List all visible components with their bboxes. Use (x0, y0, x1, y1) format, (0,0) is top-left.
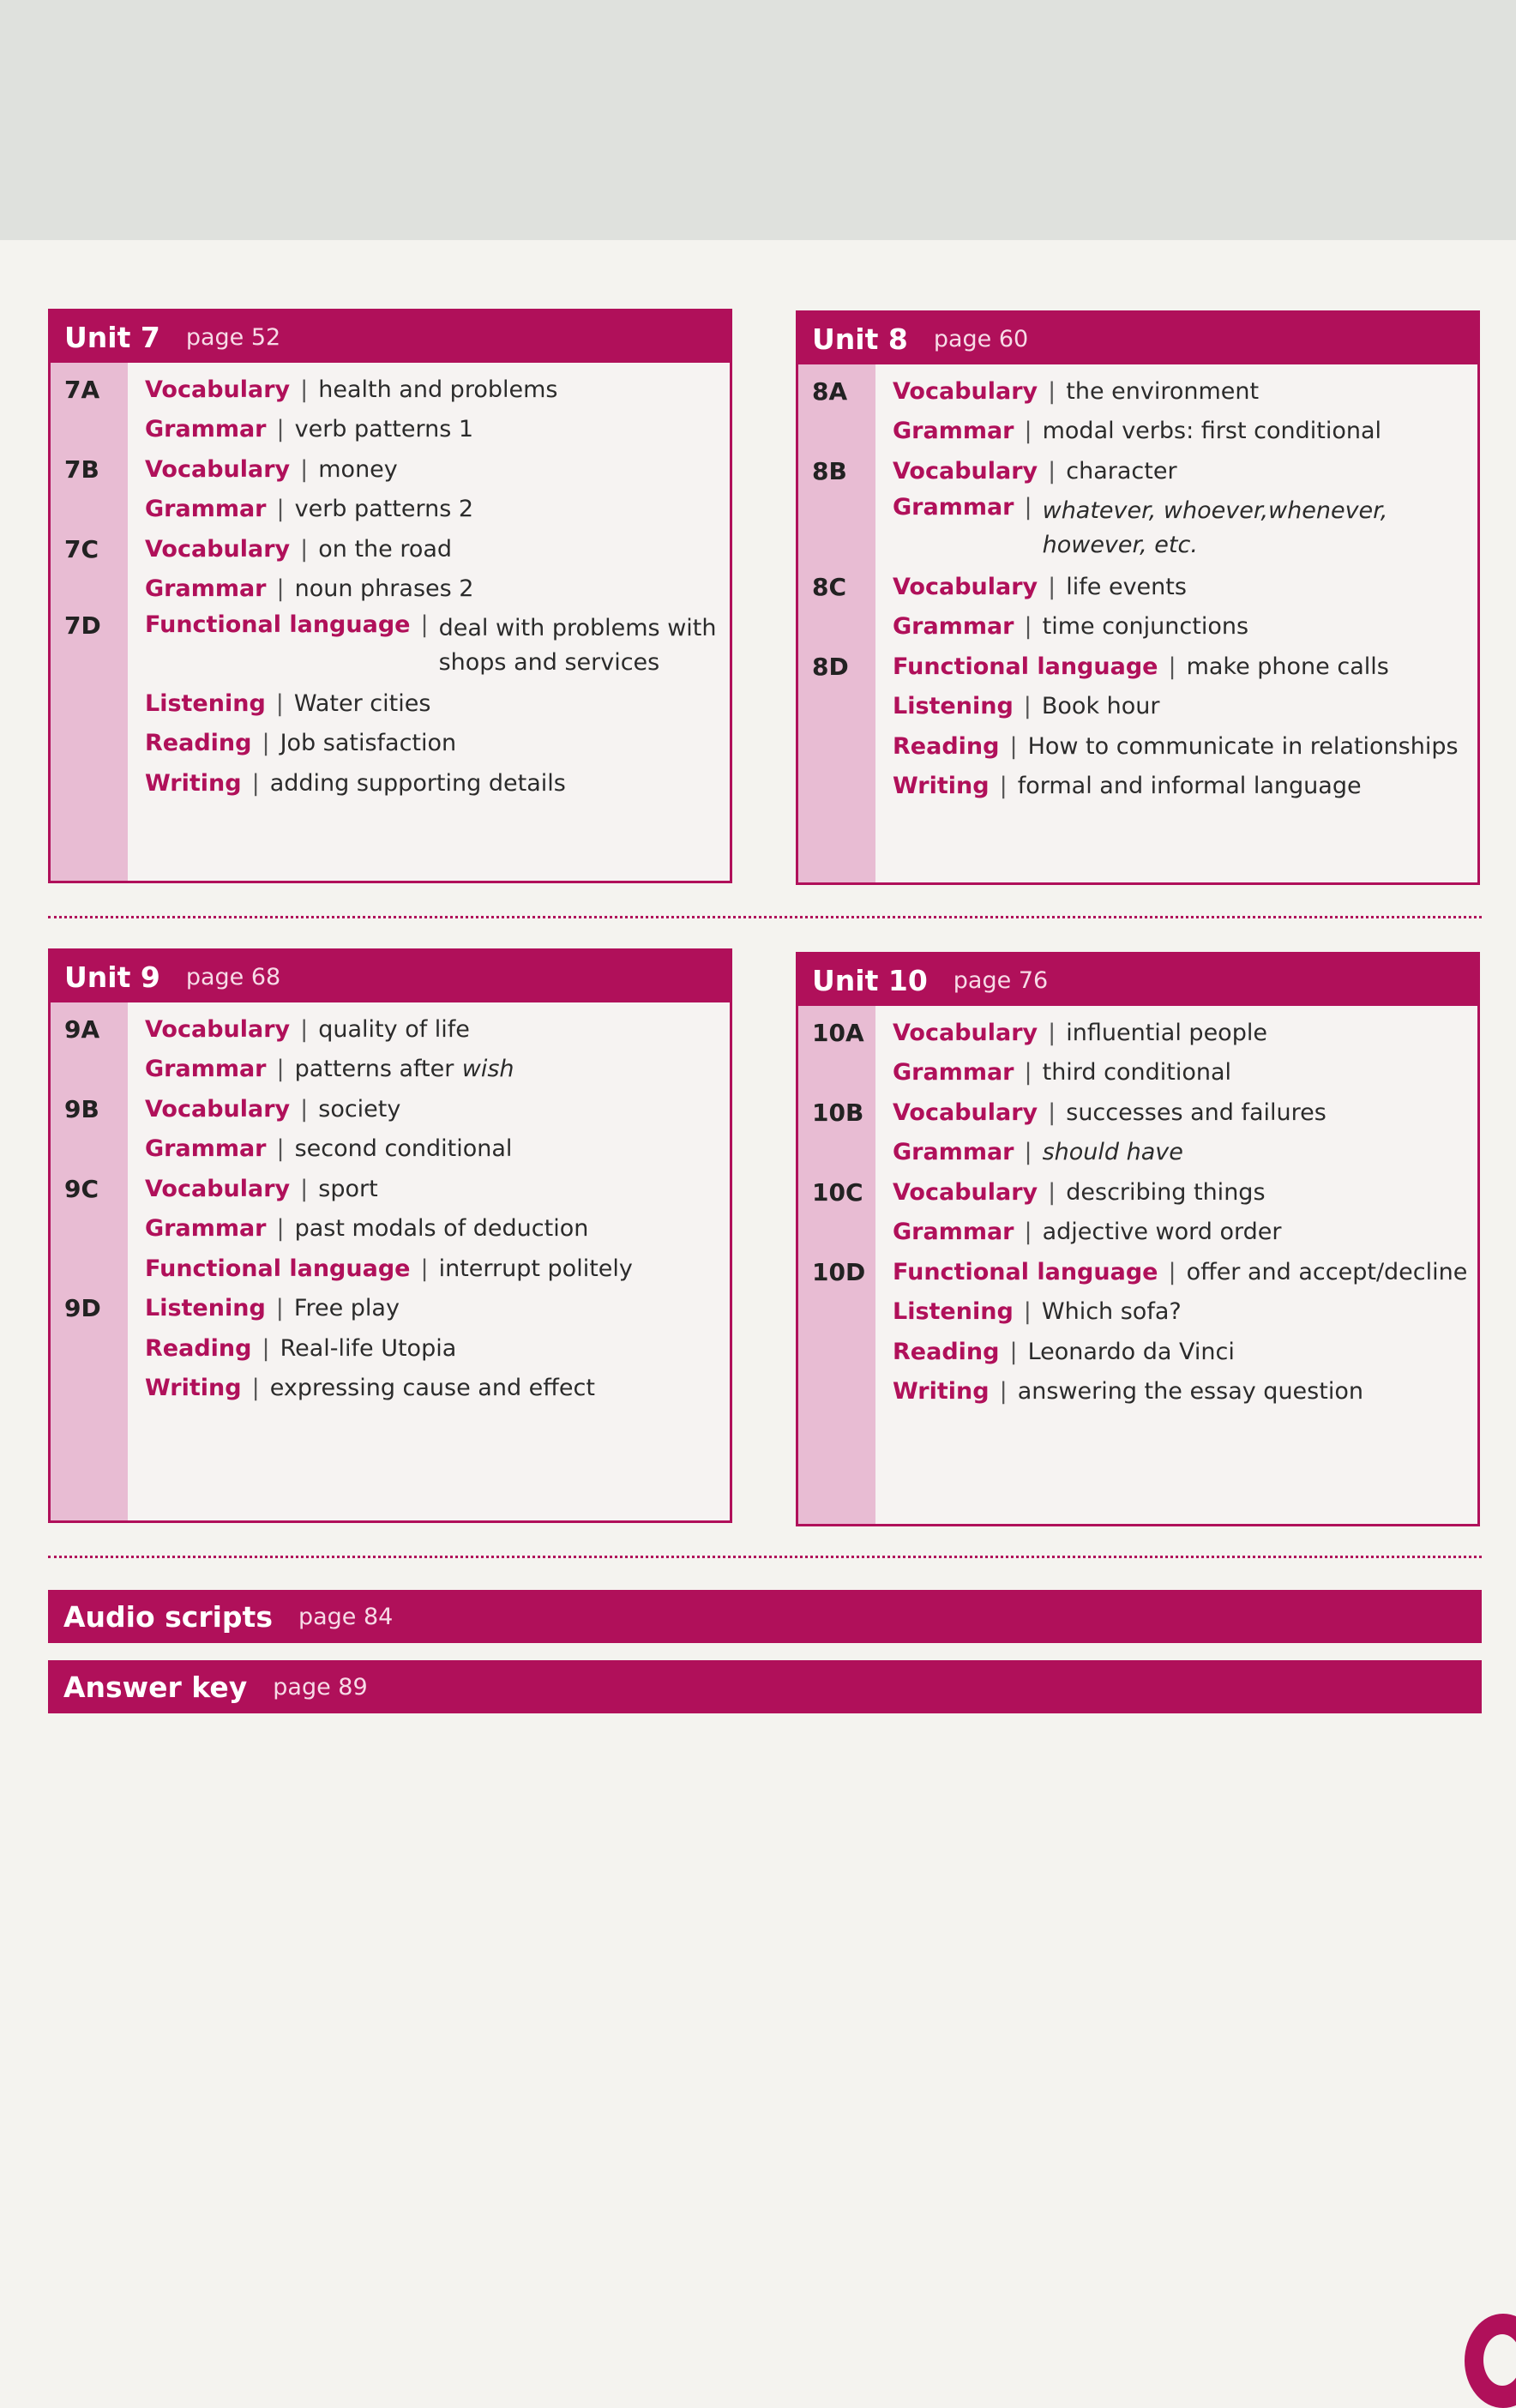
topic-detail: Book hour (1041, 692, 1160, 719)
unit-page-ref: page 76 (953, 966, 1049, 994)
topic (893, 378, 1259, 405)
separator: | (1168, 1258, 1176, 1285)
topic (145, 1295, 400, 1321)
toc-row (51, 606, 730, 685)
separator: | (420, 611, 429, 638)
separator: | (1009, 732, 1018, 760)
topic (893, 773, 1362, 799)
separator: | (420, 1255, 429, 1282)
topic (893, 1139, 1183, 1165)
separator: | (300, 1015, 309, 1043)
unit-10-box (796, 952, 1480, 1526)
topic-detail: Job satisfaction (280, 729, 457, 756)
lesson-code: 8C (812, 572, 847, 601)
category-label: Functional language (145, 1255, 411, 1282)
unit-7-box (48, 309, 732, 883)
toc-row (51, 683, 730, 723)
category-label: Grammar (145, 495, 267, 522)
separator: | (1024, 494, 1032, 521)
toc-row (51, 763, 730, 803)
category-label: Functional language (893, 653, 1158, 680)
topic (893, 653, 1389, 680)
unit-title: Unit 10 (812, 963, 928, 997)
category-label: Grammar (893, 1058, 1014, 1086)
separator: | (1023, 1297, 1032, 1325)
toc-row (798, 1291, 1477, 1331)
toc-row (798, 1252, 1477, 1291)
lesson-code: 10C (812, 1177, 863, 1207)
toc-row (51, 1129, 730, 1168)
toc-row (798, 371, 1477, 411)
category-label: Vocabulary (145, 535, 291, 563)
topic-detail: offer and accept/decline (1186, 1258, 1468, 1285)
toc-row (798, 1172, 1477, 1212)
topic (145, 536, 452, 563)
dotted-divider (48, 916, 1482, 918)
category-label: Grammar (145, 575, 267, 602)
category-label: Grammar (893, 417, 1014, 444)
unit-10-header[interactable] (798, 954, 1477, 1006)
separator: | (251, 1374, 260, 1401)
separator: | (1168, 653, 1176, 680)
page-corner-logo-icon (1465, 2314, 1516, 2408)
unit-title: Unit 7 (64, 320, 160, 354)
category-label: Grammar (145, 1214, 267, 1242)
toc-row (798, 766, 1477, 805)
lesson-code: 10A (812, 1018, 864, 1047)
separator: | (1048, 377, 1056, 405)
unit-page-ref: page 52 (185, 323, 281, 351)
topic (145, 376, 557, 403)
separator: | (276, 1135, 285, 1162)
topic (145, 575, 473, 602)
separator: | (300, 1095, 309, 1123)
topic (145, 1255, 633, 1282)
toc-row (51, 489, 730, 528)
separator: | (1024, 612, 1032, 640)
category-label: Vocabulary (145, 455, 291, 483)
category-label: Vocabulary (893, 457, 1038, 485)
unit-page-ref: page 60 (933, 325, 1029, 352)
separator: | (1009, 1338, 1018, 1365)
category-label: Reading (145, 1334, 252, 1362)
topic-detail: society (318, 1095, 401, 1123)
topic-detail-line-1: whatever, whoever,whenever, (1042, 497, 1388, 524)
lesson-code: 9C (64, 1174, 99, 1203)
separator: | (262, 1334, 270, 1362)
category-label: Grammar (893, 494, 1014, 521)
category-label: Writing (893, 1377, 990, 1405)
topic (145, 1056, 514, 1082)
toc-row (51, 1328, 730, 1368)
toc-row (51, 409, 730, 448)
category-label: Functional language (145, 611, 411, 638)
category-label: Listening (145, 689, 266, 717)
category-label: Vocabulary (893, 1099, 1038, 1126)
topic (893, 458, 1177, 485)
separator: | (262, 729, 270, 756)
lesson-code: 10B (812, 1098, 864, 1127)
topic (145, 690, 430, 717)
separator: | (276, 1055, 285, 1082)
unit-title: Unit 8 (812, 322, 908, 356)
topic-detail: health and problems (318, 376, 558, 403)
unit-8-box (796, 310, 1480, 885)
toc-row (798, 1013, 1477, 1052)
toc-row (51, 1368, 730, 1407)
lesson-code: 7A (64, 375, 100, 404)
toc-row (798, 489, 1477, 568)
separator: | (275, 1294, 284, 1321)
topic (145, 730, 456, 756)
lesson-code: 9B (64, 1094, 99, 1123)
category-label: Listening (893, 1297, 1014, 1325)
toc-row (798, 1212, 1477, 1251)
topic (893, 733, 1459, 760)
topic (145, 1335, 456, 1362)
separator: | (1024, 1218, 1032, 1245)
lesson-code: 10D (812, 1257, 866, 1286)
unit-page-ref: page 68 (185, 963, 281, 990)
separator: | (300, 455, 309, 483)
toc-row (798, 567, 1477, 606)
toc-row (798, 411, 1477, 450)
topic-detail: make phone calls (1186, 653, 1389, 680)
category-label: Vocabulary (145, 376, 291, 403)
toc-row (51, 1009, 730, 1049)
topic (145, 770, 566, 797)
separator: | (276, 415, 285, 442)
toc-row (51, 449, 730, 489)
toc-row (51, 1089, 730, 1129)
topic (893, 494, 1387, 563)
topic-detail: the environment (1066, 377, 1260, 405)
dotted-divider (48, 1556, 1482, 1558)
topic (145, 1016, 470, 1043)
topic (145, 611, 716, 680)
topic-detail: should have (1042, 1138, 1183, 1165)
topic-detail: formal and informal language (1017, 772, 1362, 799)
separator: | (275, 689, 284, 717)
topic (893, 1099, 1326, 1126)
topic (145, 1096, 400, 1123)
topic-detail: successes and failures (1066, 1099, 1326, 1126)
topic-detail: patterns after (294, 1055, 454, 1082)
category-label: Writing (145, 1374, 242, 1401)
topic-detail: answering the essay question (1017, 1377, 1363, 1405)
toc-row (51, 569, 730, 608)
separator: | (999, 772, 1008, 799)
topic (145, 1375, 595, 1401)
lesson-code: 7D (64, 611, 101, 640)
audio-scripts-page: page 84 (298, 1603, 394, 1630)
topic-detail: sport (318, 1175, 378, 1202)
separator: | (276, 1214, 285, 1242)
category-label: Reading (893, 1338, 1000, 1365)
separator: | (300, 1175, 309, 1202)
lesson-code: 9A (64, 1014, 100, 1044)
topic-detail: time conjunctions (1042, 612, 1249, 640)
toc-row (798, 1052, 1477, 1092)
category-label: Vocabulary (893, 573, 1038, 600)
topic (145, 1215, 588, 1242)
topic (145, 456, 398, 483)
lesson-code: 8B (812, 456, 847, 485)
topic-detail: adjective word order (1042, 1218, 1282, 1245)
category-label: Reading (145, 729, 252, 756)
topic-detail: Leonardo da Vinci (1027, 1338, 1235, 1365)
separator: | (1048, 1178, 1056, 1206)
unit-9-header[interactable] (51, 951, 730, 1002)
topic (893, 1059, 1231, 1086)
toc-row (51, 1169, 730, 1208)
topic-detail: past modals of deduction (294, 1214, 589, 1242)
topic (893, 1179, 1266, 1206)
topic-detail: verb patterns 1 (294, 415, 474, 442)
category-label: Writing (893, 772, 990, 799)
topic-detail-line-2: however, etc. (1042, 532, 1198, 558)
category-label: Vocabulary (893, 1178, 1038, 1206)
topic-detail: Real-life Utopia (280, 1334, 457, 1362)
topic (893, 1259, 1467, 1285)
toc-row (798, 647, 1477, 686)
category-label: Grammar (893, 1138, 1014, 1165)
separator: | (300, 535, 309, 563)
separator: | (1048, 457, 1056, 485)
unit-8-header[interactable] (798, 313, 1477, 364)
audio-scripts-title: Audio scripts (63, 1599, 273, 1634)
toc-row (51, 723, 730, 762)
toc-row (798, 606, 1477, 646)
toc-row (798, 1371, 1477, 1411)
category-label: Grammar (145, 1135, 267, 1162)
toc-row (51, 370, 730, 409)
topic-detail: expressing cause and effect (269, 1374, 595, 1401)
topic-detail: modal verbs: first conditional (1042, 417, 1381, 444)
topic (893, 693, 1160, 719)
topic-detail: Water cities (293, 689, 431, 717)
topic (145, 416, 473, 442)
topic-detail: How to communicate in relationships (1027, 732, 1459, 760)
topic (893, 1298, 1182, 1325)
topic (893, 1219, 1281, 1245)
topic-detail-line-1: deal with problems with (438, 615, 717, 641)
toc-row (51, 1049, 730, 1088)
topic-detail-line-2: shops and services (438, 649, 660, 676)
topic-detail: third conditional (1042, 1058, 1232, 1086)
lesson-code: 8A (812, 376, 848, 406)
separator: | (1023, 692, 1032, 719)
category-label: Grammar (145, 1055, 267, 1082)
separator: | (1024, 1138, 1032, 1165)
topic-detail: verb patterns 2 (294, 495, 474, 522)
toc-row (798, 451, 1477, 491)
toc-row (798, 1093, 1477, 1132)
topic-detail: quality of life (318, 1015, 470, 1043)
separator: | (1048, 1099, 1056, 1126)
topic-detail: money (318, 455, 398, 483)
separator: | (1024, 1058, 1032, 1086)
lesson-code: 7B (64, 455, 99, 484)
topic-detail: Free play (293, 1294, 400, 1321)
separator: | (300, 376, 309, 403)
category-label: Grammar (145, 415, 267, 442)
topic (145, 1135, 512, 1162)
category-label: Grammar (893, 612, 1014, 640)
category-label: Vocabulary (893, 377, 1038, 405)
category-label: Vocabulary (893, 1019, 1038, 1046)
category-label: Listening (893, 692, 1014, 719)
category-label: Writing (145, 769, 242, 797)
answer-key-title: Answer key (63, 1670, 248, 1704)
separator: | (276, 495, 285, 522)
category-label: Grammar (893, 1218, 1014, 1245)
category-label: Functional language (893, 1258, 1158, 1285)
answer-key-page: page 89 (273, 1673, 368, 1701)
lesson-code: 8D (812, 652, 849, 681)
toc-row (51, 1288, 730, 1327)
topic (145, 496, 473, 522)
topic-detail: influential people (1066, 1019, 1267, 1046)
category-label: Vocabulary (145, 1015, 291, 1043)
toc-row (51, 1249, 730, 1288)
category-label: Vocabulary (145, 1095, 291, 1123)
separator: | (1048, 573, 1056, 600)
topic-detail: describing things (1066, 1178, 1266, 1206)
category-label: Reading (893, 732, 1000, 760)
lesson-code: 9D (64, 1293, 101, 1322)
topic (145, 1176, 378, 1202)
toc-row (798, 1332, 1477, 1371)
topic-detail: Which sofa? (1041, 1297, 1182, 1325)
lesson-code: 7C (64, 534, 99, 563)
category-label: Listening (145, 1294, 266, 1321)
topic (893, 574, 1187, 600)
topic-detail-emphasis: wish (461, 1055, 514, 1082)
answer-key-bar[interactable] (48, 1660, 1482, 1713)
topic-detail: life events (1066, 573, 1187, 600)
unit-title: Unit 9 (64, 960, 160, 994)
separator: | (1048, 1019, 1056, 1046)
toc-row (798, 686, 1477, 725)
toc-row (51, 529, 730, 569)
topic-detail: character (1066, 457, 1177, 485)
topic (893, 1020, 1267, 1046)
topic (893, 1378, 1363, 1405)
topic (893, 1339, 1235, 1365)
category-label: Vocabulary (145, 1175, 291, 1202)
topic-detail: on the road (318, 535, 453, 563)
topic-detail: second conditional (294, 1135, 513, 1162)
topic (893, 613, 1248, 640)
toc-row (798, 1132, 1477, 1171)
unit-7-header[interactable] (51, 311, 730, 363)
separator: | (999, 1377, 1008, 1405)
top-margin-band (0, 0, 1516, 240)
audio-scripts-bar[interactable] (48, 1590, 1482, 1643)
separator: | (1024, 417, 1032, 444)
separator: | (276, 575, 285, 602)
toc-row (798, 726, 1477, 766)
topic (893, 418, 1381, 444)
topic-detail: adding supporting details (269, 769, 566, 797)
toc-row (51, 1208, 730, 1248)
topic-detail: interrupt politely (438, 1255, 633, 1282)
separator: | (251, 769, 260, 797)
unit-9-box (48, 948, 732, 1523)
topic-detail: noun phrases 2 (294, 575, 474, 602)
